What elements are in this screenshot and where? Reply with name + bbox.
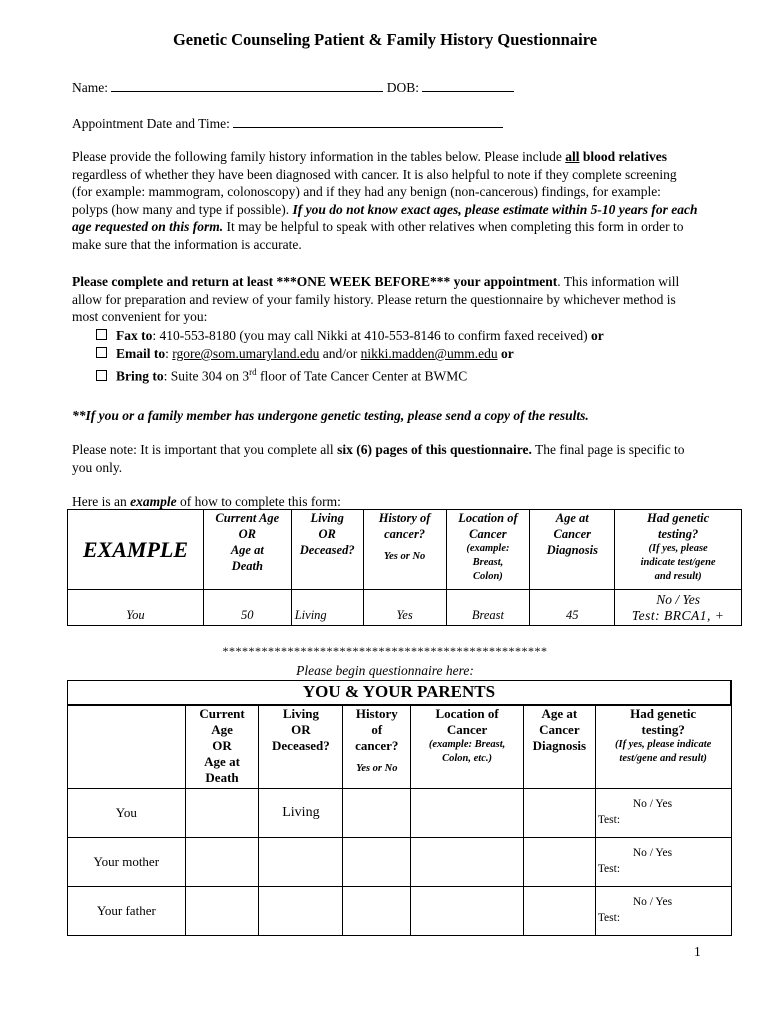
row-history-cell[interactable]	[343, 838, 411, 887]
table-row	[68, 838, 732, 887]
page-title: Genetic Counseling Patient & Family History Questionnaire	[172, 30, 598, 49]
example-intro-a: Here is an	[72, 494, 131, 509]
genetic-testing-note: **If you or a family member has undergone genetic testing, please send a copy of the results.	[72, 408, 589, 423]
example-row	[68, 590, 742, 626]
row-age-cell[interactable]	[185, 887, 259, 936]
row-who: Your mother	[68, 838, 186, 887]
example-col-genetic: Had genetic testing? (If yes, please indicate test/gene and result)	[615, 510, 742, 590]
parents-col-genetic: Had genetic testing? (If yes, please indicate test/gene and result)	[595, 705, 731, 789]
row-genetic-cell[interactable]	[595, 887, 731, 936]
row-genetic-test: Test:	[597, 912, 621, 924]
row-genetic-test: Test:	[597, 863, 621, 875]
appointment-row	[72, 114, 712, 133]
example-intro	[72, 493, 712, 511]
table-row	[68, 789, 732, 838]
example-intro-c: of how to complete this form:	[176, 494, 341, 509]
intro-text-a: Please provide the following family history information in the tables below. Please include	[72, 149, 566, 164]
appointment-label: Appointment Date and Time:	[72, 116, 230, 131]
row-who: You	[68, 789, 186, 838]
example-label: EXAMPLE	[68, 510, 204, 590]
row-living-cell[interactable]	[259, 838, 343, 887]
row-agediag-cell[interactable]	[523, 838, 595, 887]
intro-text-c: regardless of whether they have been diagnosed with cancer. It is also helpful to note if they complete screening (for example: mammogram, colonoscopy) and if they had any benign (non-cancerous) findings, for example: polyps (how many and type if possible).	[72, 166, 677, 217]
example-living: Living	[291, 590, 363, 626]
row-living-cell[interactable]	[259, 887, 343, 936]
bring-sup: rd	[249, 367, 257, 377]
example-col-age: Current Age OR Age at Death	[203, 510, 291, 590]
row-living-cell[interactable]: Living	[259, 789, 343, 838]
appointment-field[interactable]	[233, 114, 503, 128]
row-agediag-cell[interactable]	[523, 789, 595, 838]
note-b: six (6) pages of this questionnaire.	[337, 442, 532, 457]
intro-estimate-note: If you do not know exact ages, please estimate within 5-10 years for each age requested on this form.	[72, 201, 698, 234]
begin-label: Please begin questionnaire here:	[296, 663, 474, 678]
row-genetic-yn: No / Yes	[632, 847, 673, 859]
note-c: The final page is specific to you only.	[72, 442, 685, 475]
row-age-cell[interactable]	[185, 789, 259, 838]
example-col-living: Living OR Deceased?	[291, 510, 363, 590]
parents-col-living: Living OR Deceased?	[259, 705, 343, 789]
email-link-2[interactable]: nikki.madden@umm.edu	[360, 346, 498, 361]
page-number: 1	[694, 944, 701, 959]
parents-heading: YOU & YOUR PARENTS	[68, 681, 732, 705]
dob-label: DOB:	[386, 80, 420, 95]
intro-blood-relatives: blood relatives	[579, 149, 668, 164]
return-paragraph	[72, 273, 700, 326]
example-who: You	[68, 590, 204, 626]
fax-label: Fax to	[116, 328, 153, 343]
intro-all: all	[565, 149, 580, 164]
dob-field[interactable]	[422, 78, 514, 92]
email-item	[96, 345, 716, 363]
row-location-cell[interactable]	[411, 789, 524, 838]
parents-col-location: Location of Cancer (example: Breast, Colon, etc.)	[411, 705, 524, 789]
example-genetic	[615, 590, 742, 626]
name-dob-row	[72, 78, 712, 97]
row-age-cell[interactable]	[185, 838, 259, 887]
intro-text-e: It may be helpful to speak with other relatives when completing this form in order to make sure that the information is accurate.	[72, 219, 684, 252]
example-col-agediag: Age at Cancer Diagnosis	[530, 510, 615, 590]
example-col-location: Location of Cancer (example: Breast, Colon)	[446, 510, 530, 590]
return-bold: Please complete and return at least ***ONE WEEK BEFORE*** your appointment	[72, 274, 558, 289]
note-a: Please note: It is important that you complete all	[72, 442, 338, 457]
parents-col-agediag: Age at Cancer Diagnosis	[523, 705, 595, 789]
example-col-history: History of cancer? Yes or No	[363, 510, 446, 590]
row-genetic-test: Test:	[597, 814, 621, 826]
example-genetic-test: Test: BRCA1, +	[631, 607, 725, 623]
checkbox-icon[interactable]	[96, 347, 107, 358]
bring-label: Bring to	[116, 368, 164, 384]
example-age: 50	[203, 590, 291, 626]
intro-paragraph	[72, 148, 700, 253]
example-agediag: 45	[530, 590, 615, 626]
row-genetic-yn: No / Yes	[632, 896, 673, 908]
table-row	[68, 887, 732, 936]
parents-col-age: Current Age OR Age at Death	[185, 705, 259, 789]
bring-text-a: : Suite 304 on 3	[163, 368, 250, 384]
name-label: Name:	[72, 80, 108, 95]
row-genetic-cell[interactable]	[595, 789, 731, 838]
email-mid: and/or	[319, 346, 361, 361]
bring-text-b: floor of Tate Cancer Center at BWMC	[256, 368, 468, 384]
example-location: Breast	[446, 590, 530, 626]
name-field[interactable]	[111, 78, 383, 92]
bring-item	[96, 364, 716, 385]
fax-or: or	[591, 328, 604, 343]
return-rest: . This information will allow for preparation and review of your family history. Please return the questionnaire by whichever method is most convenient for you:	[72, 274, 680, 324]
example-genetic-yn: No / Yes	[656, 591, 700, 607]
row-who: Your father	[68, 887, 186, 936]
separator-stars: **************************************************	[222, 644, 548, 658]
row-genetic-cell[interactable]	[595, 838, 731, 887]
row-history-cell[interactable]	[343, 789, 411, 838]
row-agediag-cell[interactable]	[523, 887, 595, 936]
row-location-cell[interactable]	[411, 887, 524, 936]
checkbox-icon[interactable]	[96, 370, 107, 381]
parents-col-history: History of cancer? Yes or No	[343, 705, 411, 789]
fax-text: : 410-553-8180 (you may call Nikki at 410-553-8146 to confirm faxed received)	[152, 328, 591, 343]
email-or: or	[497, 346, 514, 361]
email-label: Email to	[116, 346, 166, 361]
six-pages-note	[72, 441, 700, 476]
fax-item	[96, 327, 716, 345]
checkbox-icon[interactable]	[96, 329, 107, 340]
email-link-1[interactable]: rgore@som.umaryland.edu	[172, 346, 320, 361]
example-table	[67, 509, 742, 626]
parents-table	[67, 680, 732, 936]
example-history: Yes	[363, 590, 446, 626]
row-genetic-yn: No / Yes	[632, 798, 673, 810]
example-intro-b: example	[130, 494, 177, 509]
email-colon: :	[165, 346, 173, 361]
row-location-cell[interactable]	[411, 838, 524, 887]
row-history-cell[interactable]	[343, 887, 411, 936]
parents-col-who	[68, 705, 186, 789]
